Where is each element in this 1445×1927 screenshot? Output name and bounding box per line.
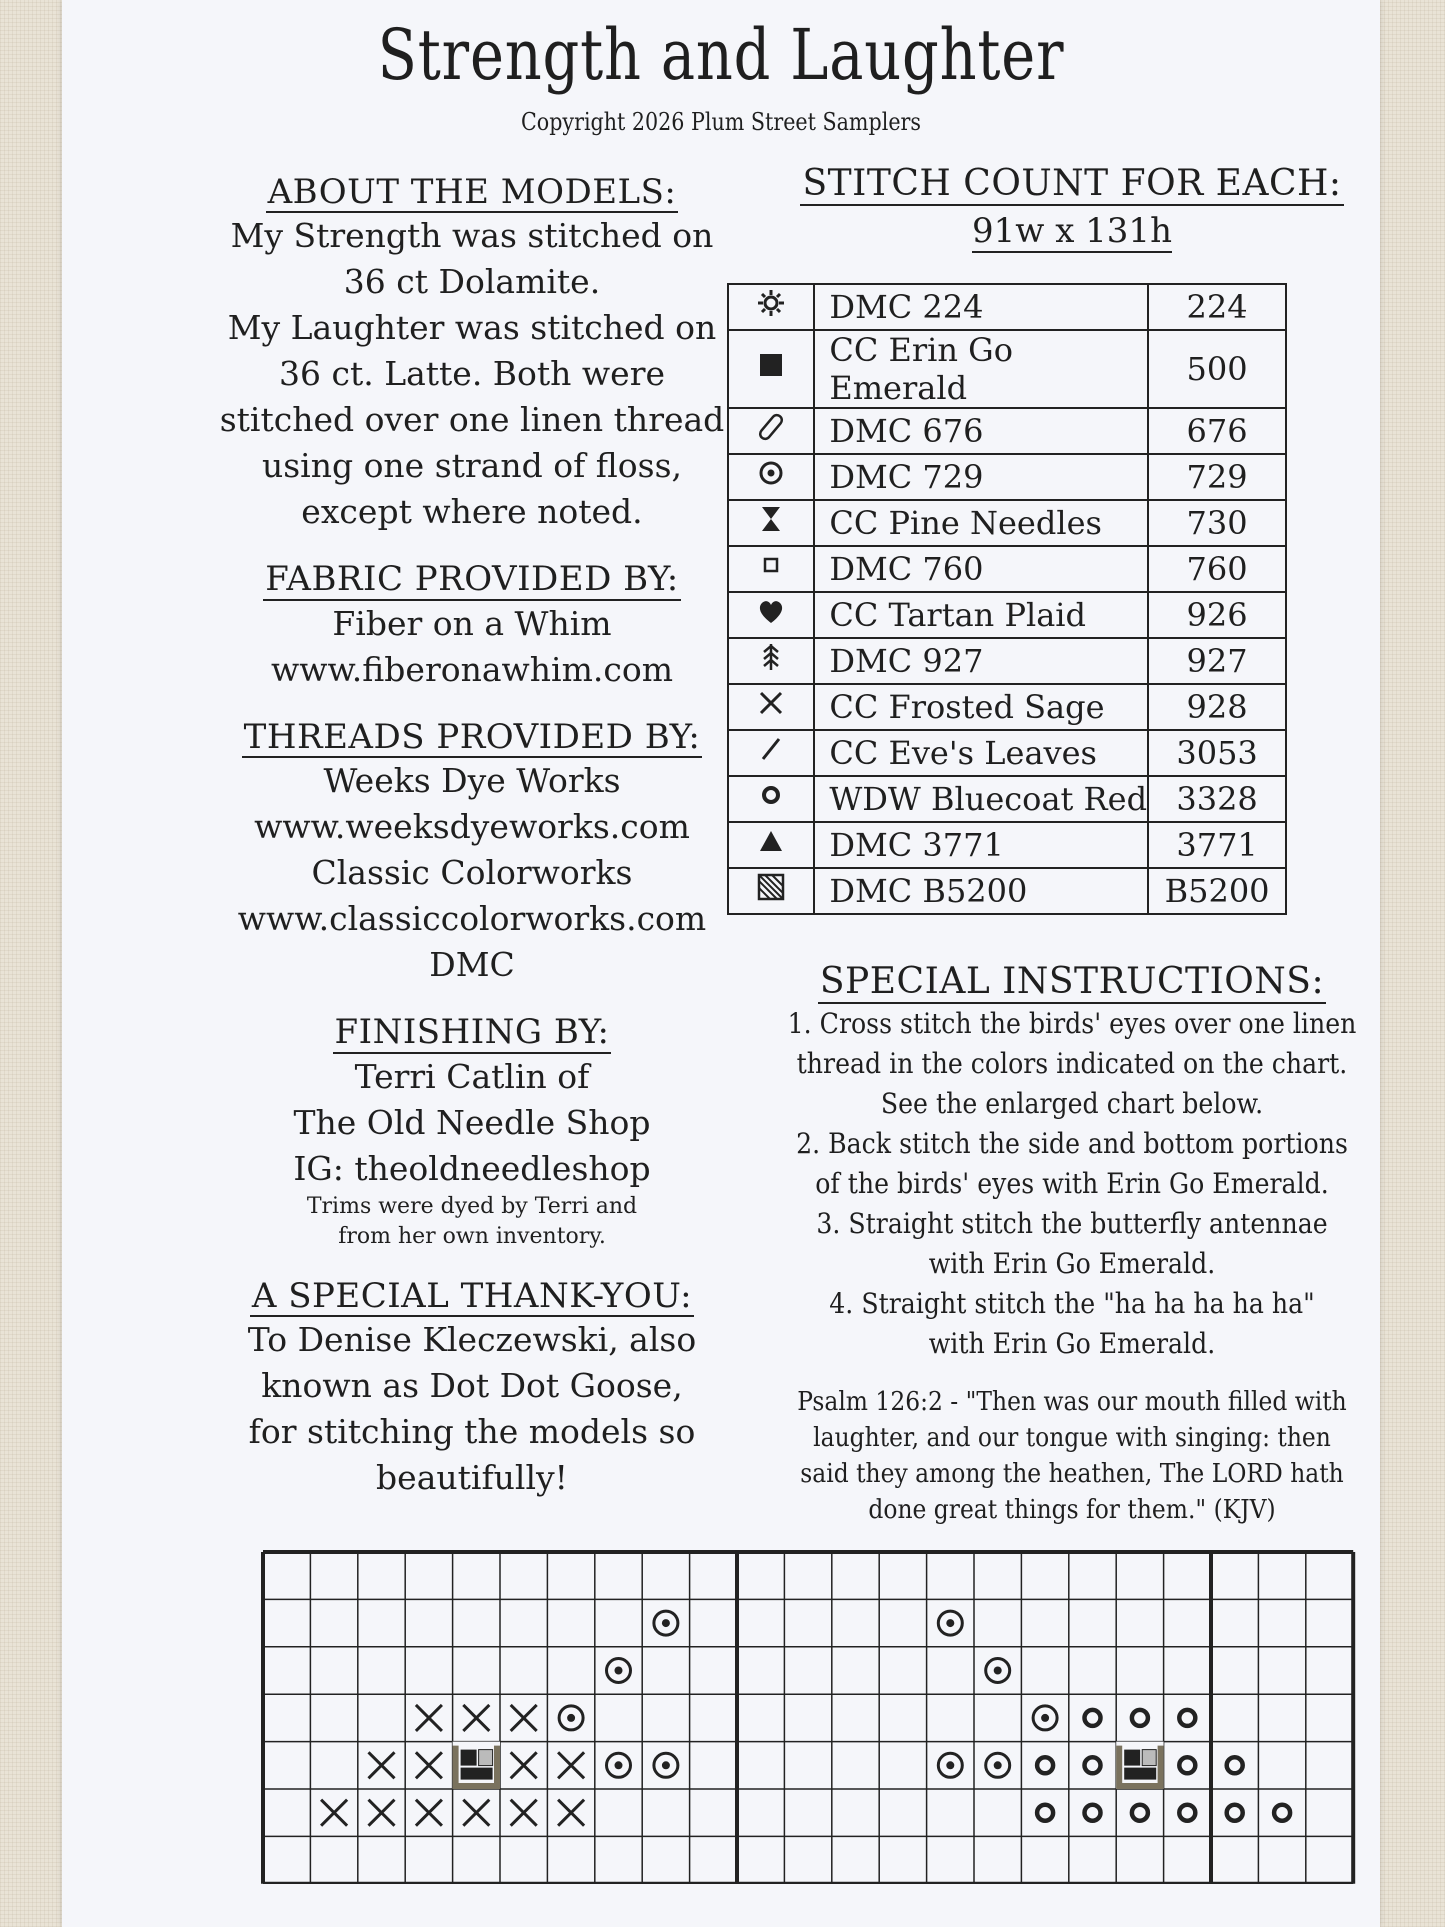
key-row <box>728 868 1286 914</box>
key-thread-name: DMC 927 <box>814 638 1148 684</box>
key-row <box>728 284 1286 330</box>
ring-stitch <box>1085 1805 1101 1821</box>
about-heading: ABOUT THE MODELS: <box>267 172 677 212</box>
key-thread-number: 928 <box>1148 684 1286 730</box>
circle-dot-center <box>946 1619 954 1627</box>
finishing-heading: FINISHING BY: <box>334 1012 610 1053</box>
key-thread-number: 676 <box>1148 408 1286 454</box>
stitch-count-section <box>752 160 1392 253</box>
threads-heading: THREADS PROVIDED BY: <box>243 716 701 757</box>
threads-line: Weeks Dye Works <box>323 761 621 801</box>
key-symbol <box>728 546 814 592</box>
threads-link[interactable]: www.weeksdyeworks.com <box>254 807 690 847</box>
slash-icon <box>755 735 787 773</box>
key-thread-number: 224 <box>1148 284 1286 330</box>
ring-stitch <box>1274 1805 1290 1821</box>
about-line: My Laughter was stitched on <box>227 308 717 348</box>
about-line: 36 ct Dolamite. <box>343 262 601 302</box>
arrow-stack-icon <box>755 643 787 681</box>
thanks-line: To Denise Kleczewski, also <box>247 1319 697 1359</box>
key-symbol <box>728 284 814 330</box>
about-section <box>142 170 802 535</box>
small-square-icon <box>755 551 787 589</box>
key-thread-number: 3771 <box>1148 822 1286 868</box>
stitch-count-value: 91w x 131h <box>972 212 1172 253</box>
finishing-note: from her own inventory. <box>338 1223 606 1249</box>
key-thread-name: CC Eve's Leaves <box>814 730 1148 776</box>
ring-stitch <box>1227 1757 1243 1773</box>
circle-dot-center <box>567 1714 575 1722</box>
hatched-square-icon <box>755 873 787 911</box>
fabric-link[interactable]: www.fiberonawhim.com <box>270 649 674 689</box>
stitch-count-heading: STITCH COUNT FOR EACH: <box>802 163 1342 204</box>
finishing-line: The Old Needle Shop <box>293 1102 651 1142</box>
instruction-line: with Erin Go Emerald. <box>928 1326 1216 1360</box>
ring-stitch <box>1085 1757 1101 1773</box>
ring-stitch <box>1037 1805 1053 1821</box>
instruction-line: of the birds' eyes with Erin Go Emerald. <box>815 1166 1329 1200</box>
ring-stitch <box>1179 1757 1195 1773</box>
key-symbol <box>728 684 814 730</box>
sun-icon <box>755 289 787 327</box>
key-thread-name: CC Tartan Plaid <box>814 592 1148 638</box>
hourglass-icon <box>755 505 787 543</box>
thanks-line: for stitching the models so <box>248 1411 696 1451</box>
instruction-line: with Erin Go Emerald. <box>928 1246 1216 1280</box>
key-thread-name: DMC 3771 <box>814 822 1148 868</box>
threads-line: Classic Colorworks <box>311 853 633 893</box>
ring-stitch <box>1085 1710 1101 1726</box>
key-thread-number: 926 <box>1148 592 1286 638</box>
key-thread-number: 3053 <box>1148 730 1286 776</box>
copyright: Copyright 2026 Plum Street Samplers <box>520 108 922 136</box>
eye-hatched-quarter <box>479 1750 493 1766</box>
key-symbol <box>728 730 814 776</box>
threads-section <box>142 715 802 988</box>
fabric-heading: FABRIC PROVIDED BY: <box>265 559 679 600</box>
key-row <box>728 546 1286 592</box>
circle-dot-center <box>615 1667 623 1675</box>
ring-stitch <box>1179 1710 1195 1726</box>
key-row <box>728 330 1286 408</box>
ring-icon <box>755 781 787 819</box>
key-row <box>728 454 1286 500</box>
key-symbol <box>728 330 814 408</box>
key-thread-name: DMC B5200 <box>814 868 1148 914</box>
finishing-line: IG: theoldneedleshop <box>293 1148 651 1188</box>
key-symbol <box>728 868 814 914</box>
thanks-line: beautifully! <box>376 1457 568 1497</box>
circle-dot-center <box>1041 1714 1049 1722</box>
psalm-line: laughter, and our tongue with singing: then <box>813 1423 1331 1453</box>
pattern-page <box>62 0 1380 1927</box>
about-line: 36 ct. Latte. Both were <box>278 354 666 394</box>
psalm-line: said they among the heathen, The LORD hath <box>800 1459 1344 1489</box>
key-thread-name: CC Frosted Sage <box>814 684 1148 730</box>
key-symbol <box>728 592 814 638</box>
finishing-note: Trims were dyed by Terri and <box>306 1193 638 1219</box>
instruction-line: 2. Back stitch the side and bottom portions <box>796 1126 1348 1160</box>
key-symbol <box>728 822 814 868</box>
key-row <box>728 730 1286 776</box>
about-line: using one strand of floss, <box>261 446 683 486</box>
instructions-section <box>752 958 1392 1364</box>
key-row <box>728 684 1286 730</box>
key-symbol <box>728 638 814 684</box>
threads-link[interactable]: www.classiccolorworks.com <box>237 899 707 939</box>
key-thread-number: B5200 <box>1148 868 1286 914</box>
thanks-heading: A SPECIAL THANK-YOU: <box>251 1275 693 1316</box>
psalm-quote <box>752 1384 1392 1528</box>
circle-dot-center <box>662 1761 670 1769</box>
key-thread-name: CC Erin Go Emerald <box>814 330 1148 408</box>
key-symbol <box>728 454 814 500</box>
filled-square-icon <box>755 351 787 389</box>
fabric-line: Fiber on a Whim <box>332 603 612 643</box>
key-row <box>728 500 1286 546</box>
cross-icon <box>755 689 787 727</box>
enlarged-eye-chart <box>259 1548 1363 1884</box>
key-symbol <box>728 500 814 546</box>
ring-stitch <box>1132 1710 1148 1726</box>
key-thread-name: DMC 760 <box>814 546 1148 592</box>
key-thread-name: WDW Bluecoat Red <box>814 776 1148 822</box>
psalm-line: done great things for them." (KJV) <box>868 1495 1276 1525</box>
key-row <box>728 592 1286 638</box>
ring-stitch <box>1037 1757 1053 1773</box>
heart-icon <box>755 597 787 635</box>
eye-filled-quarter <box>461 1750 477 1766</box>
key-thread-name: DMC 224 <box>814 284 1148 330</box>
key-thread-number: 729 <box>1148 454 1286 500</box>
instruction-line: 4. Straight stitch the "ha ha ha ha ha" <box>829 1286 1315 1320</box>
about-line: except where noted. <box>301 492 643 532</box>
key-thread-name: DMC 676 <box>814 408 1148 454</box>
key-thread-name: DMC 729 <box>814 454 1148 500</box>
finishing-line: Terri Catlin of <box>354 1056 590 1096</box>
key-thread-number: 927 <box>1148 638 1286 684</box>
fabric-section <box>142 557 802 692</box>
instruction-line: 3. Straight stitch the butterfly antennae <box>816 1206 1328 1240</box>
instruction-line: thread in the colors indicated on the chart. <box>796 1046 1348 1080</box>
circle-dot-center <box>994 1761 1002 1769</box>
instruction-line: 1. Cross stitch the birds' eyes over one linen <box>787 1006 1357 1040</box>
thanks-line: known as Dot Dot Goose, <box>261 1365 683 1405</box>
key-row <box>728 638 1286 684</box>
circle-dot-center <box>662 1619 670 1627</box>
circle-dot-center <box>994 1667 1002 1675</box>
circle-dot-center <box>946 1761 954 1769</box>
triangle-icon <box>755 827 787 865</box>
circle-dot-center <box>615 1761 623 1769</box>
ring-stitch <box>1179 1805 1195 1821</box>
psalm-line: Psalm 126:2 - "Then was our mouth filled with <box>797 1387 1347 1417</box>
key-thread-number: 760 <box>1148 546 1286 592</box>
ring-stitch <box>1132 1805 1148 1821</box>
key-thread-number: 500 <box>1148 330 1286 408</box>
key-row <box>728 822 1286 868</box>
instructions-heading: SPECIAL INSTRUCTIONS: <box>819 961 1325 1002</box>
page-title: Strength and Laughter <box>377 14 1065 96</box>
key-thread-name: CC Pine Needles <box>814 500 1148 546</box>
key-row <box>728 408 1286 454</box>
key-row <box>728 776 1286 822</box>
key-thread-number: 3328 <box>1148 776 1286 822</box>
key-symbol <box>728 408 814 454</box>
left-column <box>142 170 802 1523</box>
about-line: My Strength was stitched on <box>230 216 714 256</box>
threads-line: DMC <box>429 945 515 985</box>
instruction-line: See the enlarged chart below. <box>880 1086 1264 1120</box>
color-key-table <box>727 283 1287 915</box>
thanks-section <box>142 1274 802 1501</box>
key-thread-number: 730 <box>1148 500 1286 546</box>
oval-slash-icon <box>755 413 787 451</box>
eye-hatched-quarter <box>1142 1750 1156 1766</box>
finishing-section <box>142 1010 802 1251</box>
eye-filled-lower <box>1124 1768 1156 1780</box>
ring-stitch <box>1227 1805 1243 1821</box>
eye-filled-quarter <box>1124 1750 1140 1766</box>
eye-filled-lower <box>461 1768 493 1780</box>
key-symbol <box>728 776 814 822</box>
circle-dot-icon <box>755 459 787 497</box>
about-line: stitched over one linen thread <box>219 400 725 440</box>
